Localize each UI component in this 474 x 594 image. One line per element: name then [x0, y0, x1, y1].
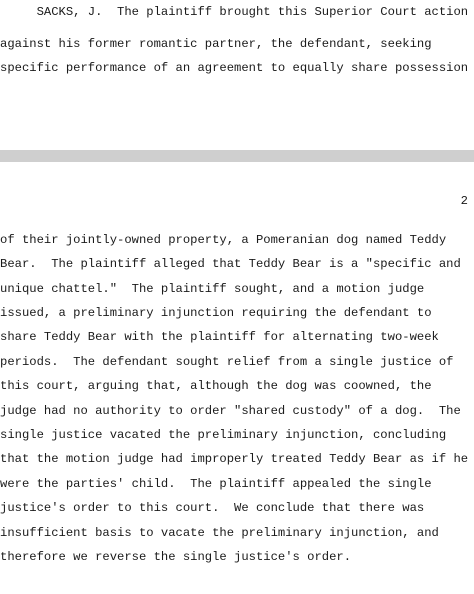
- page-top-section: [0, 0, 474, 150]
- text-line: that the motion judge had improperly treated Teddy Bear as if he: [0, 452, 469, 466]
- text-line: unique chattel." The plaintiff sought, and a motion judge: [0, 282, 425, 296]
- text-line: insufficient basis to vacate the preliminary injunction, and: [0, 526, 439, 540]
- page-break-separator: [0, 150, 474, 162]
- text-line: this court, arguing that, although the dog was coowned, the: [0, 379, 432, 393]
- text-line: against his former romantic partner, the defendant, seeking: [0, 37, 432, 51]
- text-line: judge had no authority to order "shared custody" of a dog. The: [0, 404, 461, 418]
- text-line: SACKS, J. The plaintiff brought this Superior Court action: [0, 5, 469, 19]
- text-line: specific performance of an agreement to equally share possession: [0, 61, 469, 75]
- text-line: were the parties' child. The plaintiff appealed the single: [0, 477, 432, 491]
- text-line: issued, a preliminary injunction requiring the defendant to: [0, 306, 432, 320]
- text-line: justice's order to this court. We conclude that there was: [0, 501, 425, 515]
- text-line: Bear. The plaintiff alleged that Teddy Bear is a "specific and: [0, 257, 461, 271]
- text-line: therefore we reverse the single justice's order.: [0, 550, 352, 564]
- text-line: single justice vacated the preliminary injunction, concluding: [0, 428, 447, 442]
- text-line: share Teddy Bear with the plaintiff for alternating two-week: [0, 330, 439, 344]
- text-line: of their jointly-owned property, a Pomeranian dog named Teddy: [0, 233, 447, 247]
- text-line: periods. The defendant sought relief from a single justice of: [0, 355, 454, 369]
- page-number: 2: [460, 194, 468, 208]
